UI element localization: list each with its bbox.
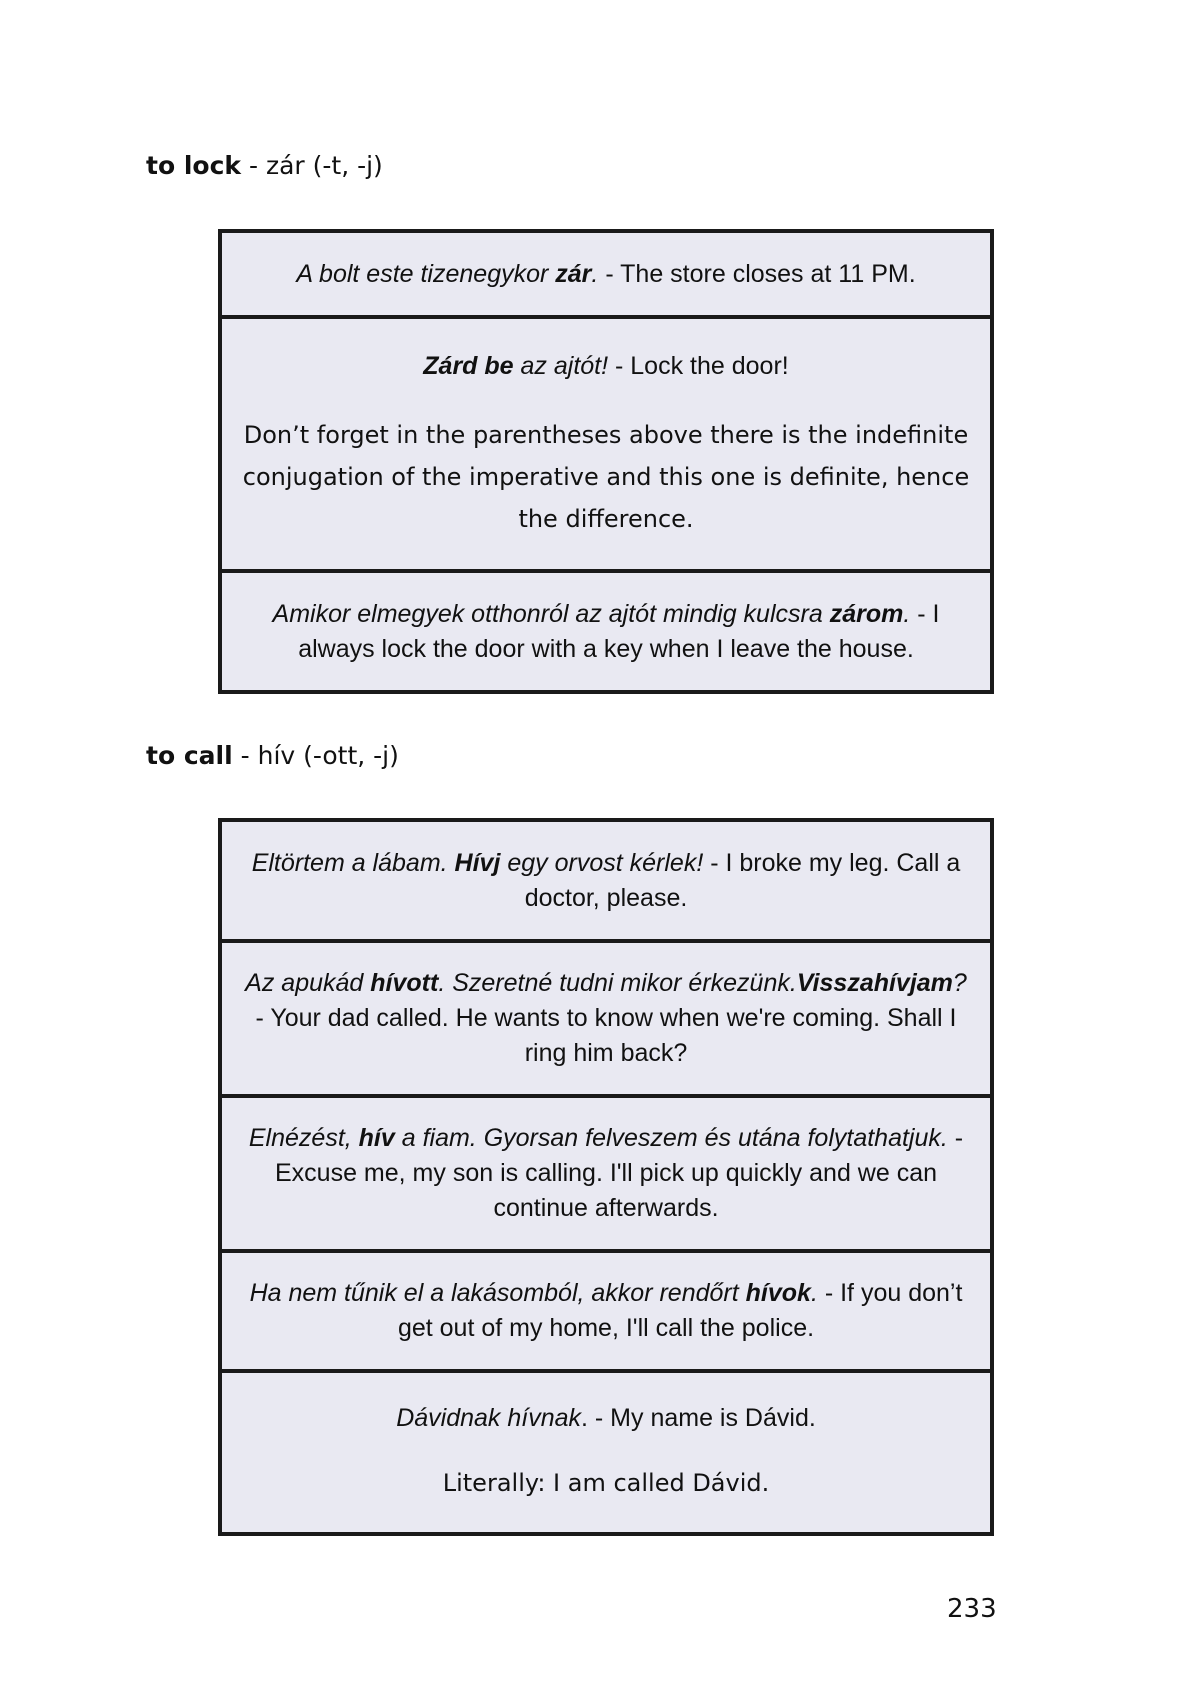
example-sentence: [423, 349, 788, 384]
hungarian-text: az ajtót!: [513, 351, 609, 380]
example-row: [222, 822, 990, 943]
key-verb: Hívj: [454, 848, 501, 877]
example-sentence: [240, 1276, 972, 1346]
example-row: [222, 1373, 990, 1536]
hungarian-text: .: [591, 259, 599, 288]
example-row: [222, 319, 990, 573]
english-translation: - Excuse me, my son is calling. I'll pick up quickly and we can continue afterwards.: [275, 1124, 964, 1222]
hungarian-text: Dávidnak hívnak: [396, 1404, 582, 1432]
key-verb-wrapper: [830, 600, 904, 628]
example-row: [222, 1098, 990, 1253]
example-sentence: [240, 966, 972, 1071]
hungarian-text: .: [810, 1279, 818, 1307]
key-verb: Visszahívjam: [796, 969, 953, 997]
key-verb-wrapper: [455, 849, 501, 877]
english-translation: - Your dad called. He wants to know when we're coming. Shall I ring him back?: [255, 1004, 957, 1067]
english-translation: . - My name is Dávid.: [581, 1404, 816, 1432]
english-translation: - I broke my leg. Call a doctor, please.: [524, 848, 961, 912]
hungarian-text: . Szeretné tudni mikor érkezünk.: [438, 969, 797, 997]
key-verb-wrapper: [370, 969, 438, 997]
verb-hungarian: hív (-ott, -j): [257, 741, 399, 770]
examples-table-to-call: [218, 818, 994, 1536]
english-translation: - Lock the door!: [608, 351, 789, 380]
key-verb: hívok: [745, 1279, 811, 1307]
examples-table-to-lock: [218, 229, 994, 694]
key-verb: hívott: [370, 969, 439, 997]
hungarian-text: Az apukád: [245, 969, 371, 997]
hungarian-text: egy orvost kérlek!: [500, 848, 704, 877]
verb-hungarian: zár (-t, -j): [265, 151, 383, 180]
section-heading-to-lock: to lock - zár (-t, -j): [146, 151, 383, 180]
example-sentence: [396, 1401, 816, 1436]
example-sentence: [240, 597, 972, 667]
english-translation: - If you don’t get out of my home, I'll call the police.: [397, 1279, 963, 1342]
page-number: 233: [947, 1594, 997, 1624]
example-row: [222, 233, 990, 319]
hungarian-text: Elnézést,: [248, 1124, 359, 1152]
key-verb: Zárd be: [423, 351, 514, 380]
hungarian-text: Eltörtem a lábam.: [251, 848, 455, 877]
hungarian-text: A bolt este tizenegykor: [296, 259, 556, 288]
example-row: [222, 1253, 990, 1373]
key-verb: hív: [358, 1124, 395, 1152]
example-sentence: [296, 257, 915, 292]
key-verb-wrapper: [797, 969, 953, 997]
hungarian-text: Amikor elmegyek otthonról az ajtót mindig kulcsra: [272, 599, 830, 628]
key-verb-wrapper: [746, 1279, 811, 1307]
english-translation: - The store closes at 11 PM.: [598, 259, 916, 288]
verb-english: to call: [146, 741, 233, 770]
example-sentence: [240, 1121, 972, 1226]
key-verb-wrapper: [555, 260, 591, 288]
hungarian-text: Ha nem tűnik el a lakásomból, akkor rendőrt: [249, 1279, 746, 1307]
key-verb-wrapper: [359, 1124, 395, 1152]
example-row: [222, 943, 990, 1098]
example-sentence: [240, 846, 972, 916]
literal-note: Literally: I am called Dávid.: [442, 1469, 770, 1497]
hungarian-text: .: [903, 599, 911, 628]
grammar-note: Don’t forget in the parentheses above there is the indefinite conjugation of the imperative and this one is definite, hence the difference.: [242, 420, 970, 533]
key-verb-wrapper: [423, 352, 513, 380]
english-translation: - I always lock the door with a key when I leave the house.: [298, 599, 940, 663]
hungarian-text: a fiam. Gyorsan felveszem és utána folytathatjuk.: [394, 1124, 948, 1152]
verb-english: to lock: [146, 151, 242, 180]
example-row: [222, 573, 990, 694]
key-verb: zárom: [829, 599, 904, 628]
section-heading-to-call: to call - hív (-ott, -j): [146, 741, 399, 770]
key-verb: zár: [555, 259, 592, 288]
hungarian-text: ?: [952, 969, 967, 997]
